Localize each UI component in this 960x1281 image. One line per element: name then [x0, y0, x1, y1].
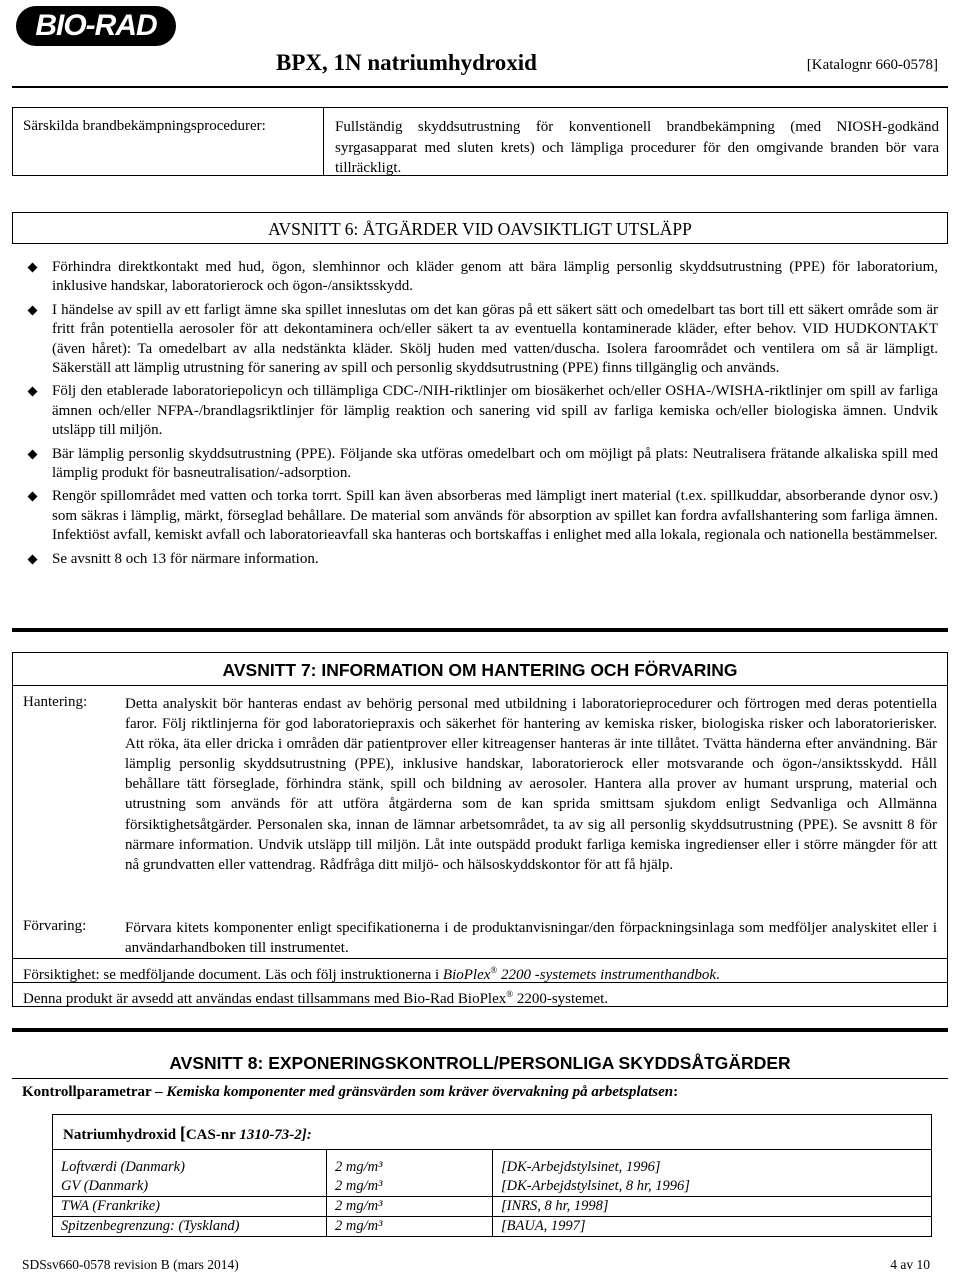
bullet-item — [28, 258, 938, 297]
registered-mark: ® — [490, 965, 498, 975]
limit-value-cell — [327, 1150, 493, 1197]
page-number: 4 av 10 — [890, 1257, 930, 1272]
bio-rad-logo — [16, 6, 176, 46]
handling-label: Hantering: — [23, 694, 88, 710]
bullet-text: Förhindra direktkontakt med hud, ögon, slemhinnor och kläder genom att bära lämplig personlig skyddsutrustning (PPE) för laboratorium, inklusive handskar, laboratorierock och ögon-/ansiktsskydd. — [52, 259, 938, 295]
limit-source: [INRS, 8 hr, 1998] — [493, 1197, 932, 1217]
firefighting-text: Fullständig skyddsutrustning för konventionell brandbekämpning (med NIOSH-godkänd syrgasapparat med sluten krets) och lämpliga procedurer för den omgivande branden bör vara tillräckligt. — [335, 119, 939, 176]
handling-text: Detta analyskit bör hanteras endast av behörig personal med utbildning i laboratorieprocedurer och förtrogen med deras potentiella faror. Följ riktlinjerna för god laboratoriepraxis och säkerhet för hantering av kemiska risker, biologiska risker och laboratorierisker. Att röka, äta eller dricka i områden där patientprover eller kitreagenser hanteras är inte tillåtet. Tvätta händerna efter användning. Bär lämplig personlig skyddsutrustning (PPE), inklusive handskar, laboratorierock eller motsvarande och ögon-/ansiktsskydd. Håll behållare tätt förseglade, förhindra stänk, spill och bildning av aerosoler. Hantera alla prover av humant ursprung, material och utrustning som används för att utföra åtgärderna som de kan sprida smittsam sjukdom enligt Sedvanliga och Allmänna försiktighetsåtgärder. Personalen ska, innan de lämnar arbetsområdet, ta av sig all personlig skyddsutrustning (PPE). Se avsnitt 8 för närmare information. Undvik utsläpp till miljön. Låt inte outspädd produkt farliga kemiska ingredienser eller i större mängder för att nå grundvatten eller vattendrag. Rådfråga ditt miljö- och hälsoskyddskontor för att få hjälp. — [125, 696, 937, 873]
substance-box — [52, 1114, 932, 1150]
diamond-bullet-icon — [28, 263, 38, 273]
limit-value: 2 mg/m³ — [327, 1197, 493, 1217]
section-8-title: AVSNITT 8: EXPONERINGSKONTROLL/PERSONLIGA SKYDDSÅTGÄRDER — [169, 1053, 791, 1073]
catalog-number: [Katalognr 660-0578] — [806, 57, 938, 73]
section-7-title: AVSNITT 7: INFORMATION OM HANTERING OCH FÖRVARING — [12, 652, 948, 686]
caution-end: . — [715, 967, 720, 983]
limit-source-cell — [493, 1150, 932, 1197]
substance-bracket: [ — [179, 1123, 186, 1143]
diamond-bullet-icon — [28, 387, 38, 397]
limit-name: GV (Danmark) — [61, 1178, 149, 1194]
table-row — [53, 1217, 932, 1237]
handling-storage-box — [12, 686, 948, 959]
substance-name: Natriumhydroxid — [63, 1127, 180, 1143]
limit-name: Loftværdi (Danmark) — [61, 1159, 185, 1175]
storage-text: Förvara kitets komponenter enligt specifikationerna i de produktanvisningar/den förpackningsinlaga som medföljer analyskitet eller i användarhandboken till instrumentet. — [125, 920, 937, 957]
section-divider — [12, 1028, 948, 1032]
control-label: Kontrollparametrar – — [22, 1084, 167, 1100]
limit-name-cell — [53, 1150, 327, 1197]
bullet-item — [28, 301, 938, 379]
bullet-text: Följ den etablerade laboratoriepolicyn och tillämpliga CDC-/NIH-riktlinjer om biosäkerhet och/eller OSHA-/WISHA-riktlinjer om spill av farliga ämnen och/eller NFPA-/brandlagsriktlinjer för lämplig reaktion och sanering vid spill av farliga kemiska och/eller biologiska ämnen. Undvik utsläpp till miljön. — [52, 383, 938, 439]
limit-source: [DK-Arbejdstylsinet, 8 hr, 1996] — [501, 1178, 690, 1194]
usage-text: Denna produkt är avsedd att användas endast tillsammans med Bio-Rad BioPlex — [23, 991, 507, 1007]
section-divider — [12, 628, 948, 632]
column-divider — [323, 108, 324, 175]
table-row — [53, 1150, 932, 1197]
diamond-bullet-icon — [28, 554, 38, 564]
registered-mark: ® — [506, 989, 514, 999]
logo-text: BIO-RAD — [35, 9, 157, 42]
document-revision: SDSsv660-0578 revision B (mars 2014) — [22, 1257, 239, 1272]
limit-value: 2 mg/m³ — [335, 1178, 383, 1194]
caution-text: Försiktighet: se medföljande document. Läs och följ instruktionerna i — [23, 967, 443, 983]
limit-name: TWA (Frankrike) — [53, 1197, 327, 1217]
limit-name: Spitzenbegrenzung: (Tyskland) — [53, 1217, 327, 1237]
control-description: Kemiska komponenter med gränsvärden som kräver övervakning på arbetsplatsen — [166, 1084, 674, 1100]
exposure-limits-table — [52, 1150, 932, 1237]
table-row — [53, 1197, 932, 1217]
usage-suffix: 2200-systemet. — [513, 991, 609, 1007]
firefighting-label: Särskilda brandbekämpningsprocedurer: — [23, 118, 266, 134]
caution-row — [12, 959, 948, 983]
limit-value: 2 mg/m³ — [327, 1217, 493, 1237]
bullet-text: Rengör spillområdet med vatten och torka torrt. Spill kan även absorberas med lämpligt inert material (t.ex. spillkuddar, absorberande dynor osv.) som säkras i lämplig, märkt, förseglad behållare. De material som används för absorption av spillet kan fordra avfallshantering som farliga ämnen. Infektiöst avfall, kemiskt avfall och laboratorieavfall ska hanteras och bortskaffas i enlighet med alla lokala, regionala och nationella bestämmelser. — [52, 488, 938, 544]
header-divider — [12, 86, 948, 88]
control-end: : — [673, 1084, 679, 1100]
control-parameters — [22, 1084, 678, 1101]
bullet-item — [28, 550, 938, 569]
bullet-text: I händelse av spill av ett farligt ämne ska spillet inneslutas om det kan göras på ett säkert sätt och omedelbart tas bort till ett säkert område som är fritt från potentiella aerosoler för att dekontaminera och/eller säkert ta av eventuella kontaminerade kläder, efter behov. VID HUDKONTAKT (även håret): Ta omedelbart av alla nedstänkta kläder. Skölj huden med vatten/duscha. Isolera faroområdet och ventilera om så är lämpligt. Säkerställ att lämplig utrustning för sanering av spill och personlig skyddsutrustning (PPE) finns tillgänglig och används. — [52, 301, 938, 377]
bullet-text: Bär lämplig personlig skyddsutrustning (PPE). Följande ska utföras omedelbart och om möjligt på plats: Neutralisera frätande alkaliska spill med lämplig produkt för basneutralisation/-adsorption. — [52, 445, 938, 482]
document-title: BPX, 1N natriumhydroxid — [276, 50, 537, 75]
cas-number: 1310-73-2]: — [239, 1127, 312, 1143]
bullet-item — [28, 382, 938, 440]
caution-brand: BioPlex — [442, 967, 491, 983]
diamond-bullet-icon — [28, 449, 38, 459]
diamond-bullet-icon — [28, 492, 38, 502]
bullet-text: Se avsnitt 8 och 13 för närmare information. — [52, 550, 319, 567]
section-8-underline — [12, 1078, 948, 1079]
diamond-bullet-icon — [28, 305, 38, 315]
storage-label: Förvaring: — [23, 918, 87, 934]
substance-title — [63, 1123, 312, 1144]
cas-label: CAS-nr — [185, 1127, 240, 1143]
firefighting-box — [12, 107, 948, 176]
section-6-title: AVSNITT 6: ÅTGÄRDER VID OAVSIKTLIGT UTSLÄPP — [12, 212, 948, 244]
bullet-item — [28, 487, 938, 545]
section-6-bullets — [28, 258, 938, 573]
limit-source: [DK-Arbejdstylsinet, 1996] — [501, 1159, 661, 1175]
bullet-item — [28, 445, 938, 484]
limit-value: 2 mg/m³ — [335, 1159, 383, 1175]
caution-manual: 2200 -systemets instrumenthandbok — [497, 967, 716, 983]
limit-source: [BAUA, 1997] — [493, 1217, 932, 1237]
usage-row — [12, 983, 948, 1007]
